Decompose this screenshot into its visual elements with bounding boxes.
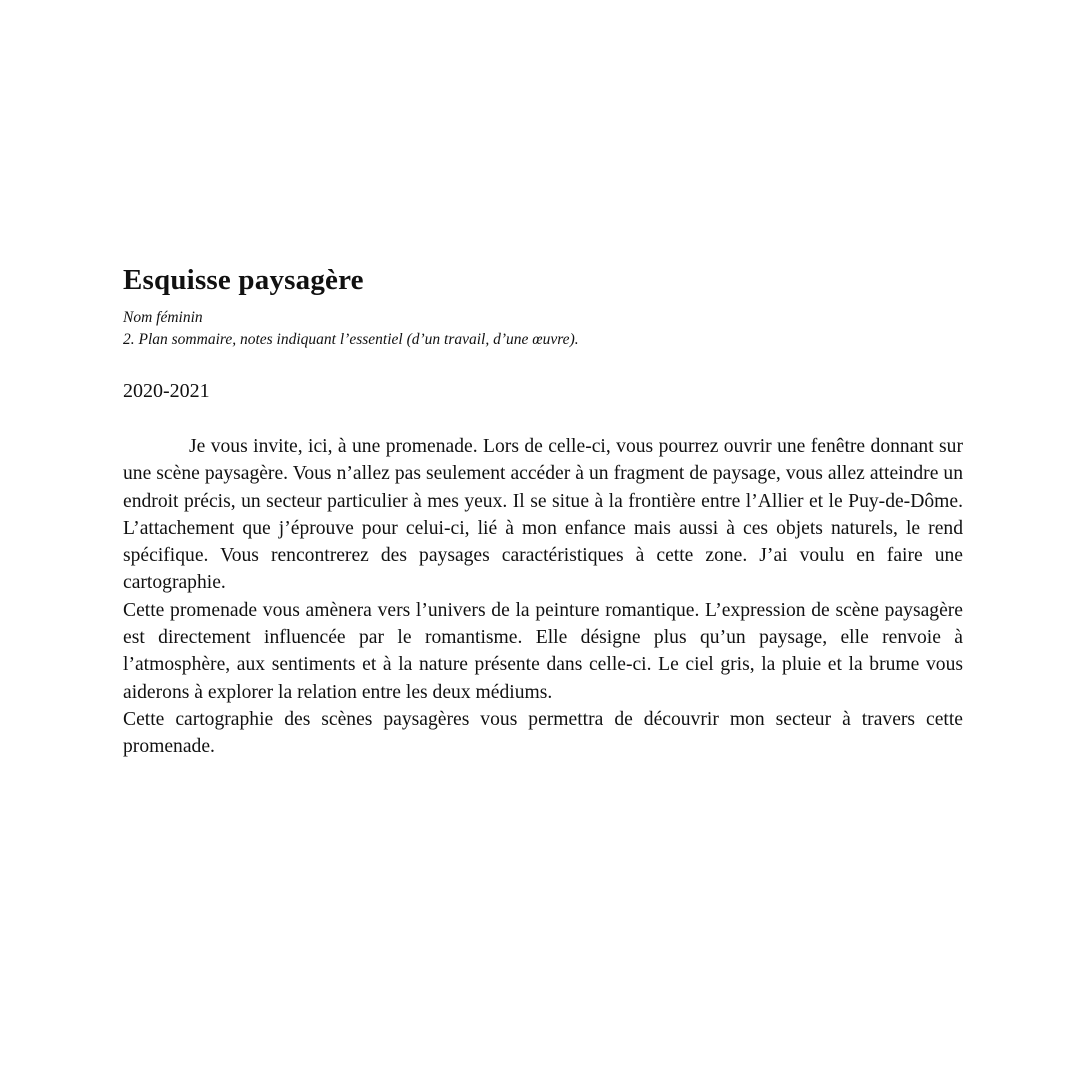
definition-meaning: 2. Plan sommaire, notes indiquant l’essentiel (d’un travail, d’une œuvre).: [123, 331, 579, 348]
definition-gender: Nom féminin: [123, 309, 203, 326]
document-page: [123, 262, 963, 761]
paragraph: Cette promenade vous amènera vers l’univers de la peinture romantique. L’expression de scène paysagère est directement influencée par le romantisme. Elle désigne plus qu’un paysage, elle renvoie à l’atmosphère, aux sentiments et à la nature présente dans celle-ci. Le ciel gris, la pluie et la brume vous aiderons à explorer la relation entre les deux médiums.: [123, 599, 963, 703]
paragraph: Cette cartographie des scènes paysagères vous permettra de découvrir mon secteur à travers cette promenade.: [123, 708, 963, 758]
year-label: 2020-2021: [123, 380, 210, 402]
definition-block: [123, 307, 963, 351]
body-text: [123, 433, 963, 761]
paragraph: Je vous invite, ici, à une promenade. Lors de celle-ci, vous pourrez ouvrir une fenêtre donnant sur une scène paysagère. Vous n’allez pas seulement accéder à un fragment de paysage, vous allez atteindre un endroit précis, un secteur particulier à mes yeux. Il se situe à la frontière entre l’Allier et le Puy-de-Dôme. L’attachement que j’éprouve pour celui-ci, lié à mon enfance mais aussi à ces objets naturels, le rend spécifique. Vous rencontrerez des paysages caractéristiques à cette zone. J’ai voulu en faire une cartographie.: [123, 436, 963, 594]
document-title: Esquisse paysagère: [123, 264, 364, 296]
